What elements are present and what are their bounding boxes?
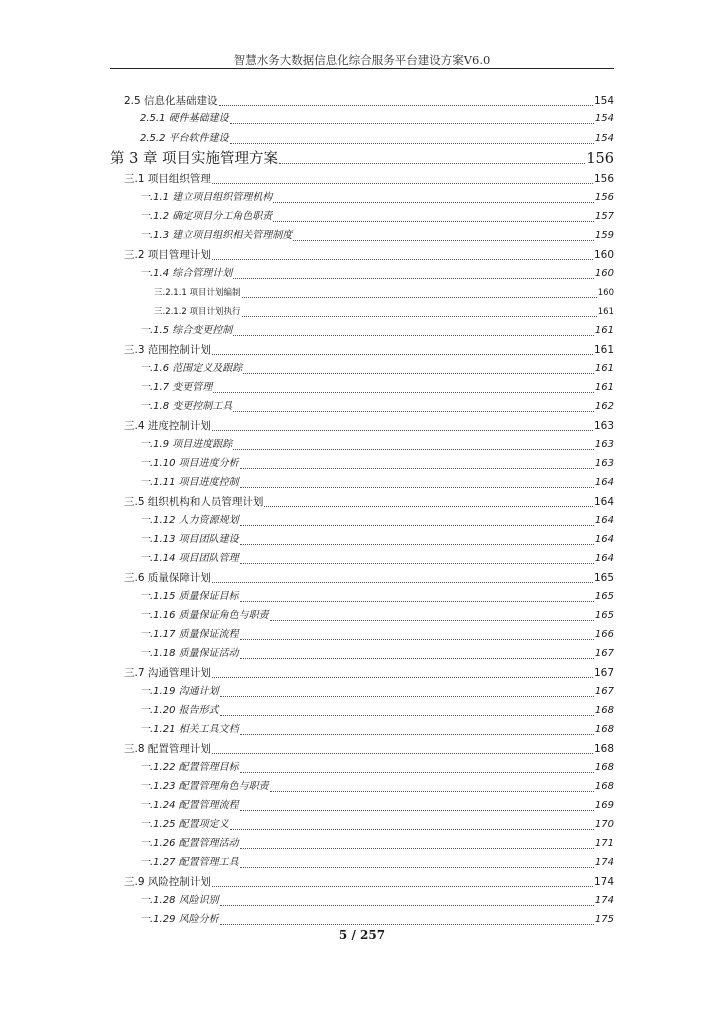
toc-entry-title: 一.1.18 质量保证活动 <box>140 648 239 659</box>
toc-entry[interactable] <box>140 607 614 625</box>
toc-entry-page: 175 <box>594 914 614 925</box>
toc-entry-title: 一.1.16 质量保证角色与职责 <box>140 610 269 621</box>
toc-entry-page: 161 <box>594 325 614 336</box>
toc-entry[interactable] <box>124 417 614 435</box>
toc-entry[interactable] <box>140 379 614 397</box>
toc-entry-title: 一.1.2 确定项目分工角色职责 <box>140 211 273 222</box>
toc-entry-page: 161 <box>594 382 614 393</box>
toc-entry-page: 160 <box>597 288 614 298</box>
toc-entry-title: 一.1.19 沟通计划 <box>140 686 219 697</box>
toc-entry-title: 三.2.1.2 项目计划执行 <box>154 307 241 317</box>
toc-entry[interactable] <box>140 778 614 796</box>
toc-entry-title: 一.1.23 配置管理角色与职责 <box>140 781 269 792</box>
toc-entry[interactable] <box>140 227 614 245</box>
toc-leader-dots <box>240 810 594 811</box>
toc-entry[interactable] <box>124 664 614 682</box>
toc-entry-page: 156 <box>593 173 614 185</box>
toc-entry-page: 161 <box>597 307 614 317</box>
toc-leader-dots <box>240 525 594 526</box>
toc-entry-title: 一.1.11 项目进度控制 <box>140 477 239 488</box>
toc-leader-dots <box>233 278 594 279</box>
toc-entry-page: 169 <box>594 800 614 811</box>
toc-entry-page: 174 <box>594 895 614 906</box>
toc-entry-page: 168 <box>594 762 614 773</box>
toc-entry-page: 168 <box>594 705 614 716</box>
toc-entry-page: 164 <box>594 534 614 545</box>
toc-leader-dots <box>264 506 593 507</box>
toc-entry[interactable] <box>140 531 614 549</box>
toc-entry-title: 三.3 范围控制计划 <box>124 344 211 356</box>
toc-entry-page: 174 <box>594 857 614 868</box>
toc-leader-dots <box>233 411 594 412</box>
toc-entry[interactable] <box>140 854 614 872</box>
toc-entry-title: 第 3 章 项目实施管理方案 <box>110 151 279 167</box>
toc-leader-dots <box>212 753 593 754</box>
toc-leader-dots <box>293 240 594 241</box>
toc-entry[interactable] <box>110 148 614 170</box>
toc-entry[interactable] <box>124 569 614 587</box>
toc-entry[interactable] <box>140 455 614 473</box>
toc-entry[interactable] <box>124 92 614 110</box>
toc-entry[interactable] <box>140 110 614 128</box>
toc-leader-dots <box>212 677 593 678</box>
toc-leader-dots <box>240 867 594 868</box>
toc-entry-page: 164 <box>593 496 614 508</box>
toc-leader-dots <box>220 696 594 697</box>
toc-entry[interactable] <box>140 626 614 644</box>
toc-leader-dots <box>230 123 594 124</box>
toc-leader-dots <box>212 886 593 887</box>
toc-entry[interactable] <box>140 911 614 929</box>
toc-entry-page: 163 <box>594 439 614 450</box>
toc-entry-page: 167 <box>593 667 614 679</box>
toc-leader-dots <box>220 924 594 925</box>
toc-leader-dots <box>242 297 597 298</box>
toc-entry[interactable] <box>140 189 614 207</box>
toc-leader-dots <box>240 487 594 488</box>
toc-entry[interactable] <box>140 360 614 378</box>
toc-entry-page: 165 <box>594 610 614 621</box>
toc-entry-page: 167 <box>594 686 614 697</box>
toc-entry-page: 154 <box>594 113 614 124</box>
toc-entry-title: 一.1.27 配置管理工具 <box>140 857 239 868</box>
toc-entry-title: 三.7 沟通管理计划 <box>124 667 211 679</box>
toc-leader-dots <box>240 468 594 469</box>
toc-leader-dots <box>240 772 594 773</box>
toc-leader-dots <box>220 905 594 906</box>
toc-leader-dots <box>212 183 593 184</box>
toc-entry-page: 168 <box>594 724 614 735</box>
toc-entry-page: 163 <box>593 420 614 432</box>
toc-entry[interactable] <box>140 683 614 701</box>
toc-entry-title: 一.1.29 风险分析 <box>140 914 219 925</box>
toc-leader-dots <box>270 791 594 792</box>
toc-leader-dots <box>240 563 594 564</box>
toc-leader-dots <box>233 449 594 450</box>
toc-entry-page: 165 <box>594 591 614 602</box>
toc-entry[interactable] <box>140 721 614 739</box>
toc-leader-dots <box>279 163 585 164</box>
toc-entry-title: 一.1.17 质量保证流程 <box>140 629 239 640</box>
toc-entry-title: 一.1.25 配置项定义 <box>140 819 229 830</box>
toc-entry-page: 166 <box>594 629 614 640</box>
toc-leader-dots <box>240 639 594 640</box>
toc-entry-title: 三.5 组织机构和人员管理计划 <box>124 496 264 508</box>
toc-entry-title: 一.1.5 综合变更控制 <box>140 325 233 336</box>
page-header-title: 智慧水务大数据信息化综合服务平台建设方案V6.0 <box>233 53 491 67</box>
toc-entry-page: 154 <box>594 133 614 144</box>
toc-entry[interactable] <box>124 341 614 359</box>
toc-leader-dots <box>230 143 594 144</box>
toc-entry-page: 157 <box>594 211 614 222</box>
toc-entry[interactable] <box>140 436 614 454</box>
toc-leader-dots <box>270 620 594 621</box>
toc-entry[interactable] <box>140 645 614 663</box>
toc-entry-title: 一.1.12 人力资源规划 <box>140 515 239 526</box>
toc-entry-title: 一.1.10 项目进度分析 <box>140 458 239 469</box>
toc-entry-page: 163 <box>594 458 614 469</box>
toc-entry-page: 160 <box>593 249 614 261</box>
toc-entry-title: 三.6 质量保障计划 <box>124 572 211 584</box>
toc-entry-page: 156 <box>586 151 614 167</box>
toc-entry-page: 168 <box>594 781 614 792</box>
toc-entry-title: 一.1.15 质量保证目标 <box>140 591 239 602</box>
toc-entry-page: 161 <box>593 344 614 356</box>
toc-leader-dots <box>212 430 593 431</box>
toc-entry-page: 161 <box>594 363 614 374</box>
toc-entry-title: 一.1.9 项目进度跟踪 <box>140 439 233 450</box>
toc-leader-dots <box>240 734 594 735</box>
toc-entry-title: 一.1.8 变更控制工具 <box>140 401 233 412</box>
toc-entry[interactable] <box>140 759 614 777</box>
toc-entry-title: 三.2 项目管理计划 <box>124 249 211 261</box>
toc-entry[interactable] <box>124 246 614 264</box>
toc-entry-page: 165 <box>593 572 614 584</box>
header-rule <box>110 68 614 69</box>
toc-leader-dots <box>212 354 593 355</box>
toc-leader-dots <box>240 544 594 545</box>
toc-entry-page: 154 <box>593 95 614 107</box>
toc-leader-dots <box>212 259 593 260</box>
toc-leader-dots <box>233 335 594 336</box>
toc-entry-title: 一.1.3 建立项目组织相关管理制度 <box>140 230 293 241</box>
toc-entry-page: 162 <box>594 401 614 412</box>
toc-entry-title: 三.2.1.1 项目计划编制 <box>154 288 241 298</box>
toc-leader-dots <box>273 202 594 203</box>
toc-leader-dots <box>220 715 594 716</box>
toc-entry-title: 一.1.7 变更管理 <box>140 382 213 393</box>
toc-entry[interactable] <box>124 873 614 891</box>
toc-leader-dots <box>242 316 597 317</box>
toc-entry[interactable] <box>124 170 614 188</box>
toc-entry[interactable] <box>140 550 614 568</box>
toc-entry-page: 159 <box>594 230 614 241</box>
toc-entry[interactable] <box>140 797 614 815</box>
toc-leader-dots <box>219 105 593 106</box>
page-number: 5 / 257 <box>338 928 386 942</box>
toc-leader-dots <box>240 658 594 659</box>
toc-entry-page: 171 <box>594 838 614 849</box>
toc-entry-title: 一.1.20 报告形式 <box>140 705 219 716</box>
toc-entry[interactable] <box>140 816 614 834</box>
toc-entry[interactable] <box>140 892 614 910</box>
toc-entry-title: 一.1.24 配置管理流程 <box>140 800 239 811</box>
toc-entry-title: 2.5.1 硬件基础建设 <box>140 113 229 124</box>
toc-entry-page: 174 <box>593 876 614 888</box>
toc-entry-title: 一.1.21 相关工具文档 <box>140 724 239 735</box>
toc-entry-title: 一.1.26 配置管理活动 <box>140 838 239 849</box>
toc-entry-title: 三.1 项目组织管理 <box>124 173 211 185</box>
toc-entry-page: 168 <box>593 743 614 755</box>
toc-entry-title: 一.1.28 风险识别 <box>140 895 219 906</box>
toc-entry[interactable] <box>154 284 614 302</box>
toc-entry[interactable] <box>140 512 614 530</box>
toc-leader-dots <box>273 221 594 222</box>
toc-entry-page: 164 <box>594 515 614 526</box>
toc-entry[interactable] <box>140 474 614 492</box>
toc-entry[interactable] <box>140 322 614 340</box>
toc-leader-dots <box>243 373 594 374</box>
toc-entry-title: 2.5.2 平台软件建设 <box>140 133 229 144</box>
toc-leader-dots <box>230 829 594 830</box>
toc-entry[interactable] <box>140 130 614 148</box>
toc-entry-title: 一.1.13 项目团队建设 <box>140 534 239 545</box>
toc-entry-title: 三.4 进度控制计划 <box>124 420 211 432</box>
toc-entry[interactable] <box>124 740 614 758</box>
toc-entry-page: 167 <box>594 648 614 659</box>
toc-entry[interactable] <box>140 588 614 606</box>
toc-entry[interactable] <box>140 398 614 416</box>
toc-entry[interactable] <box>140 265 614 283</box>
toc-entry-page: 160 <box>594 268 614 279</box>
toc-entry-title: 一.1.1 建立项目组织管理机构 <box>140 192 273 203</box>
toc-entry-title: 一.1.14 项目团队管理 <box>140 553 239 564</box>
toc-entry-title: 2.5 信息化基础建设 <box>124 95 218 107</box>
toc-entry-page: 164 <box>594 477 614 488</box>
toc-leader-dots <box>212 582 593 583</box>
toc-leader-dots <box>240 601 594 602</box>
toc-entry-title: 三.9 风险控制计划 <box>124 876 211 888</box>
toc-entry-title: 一.1.6 范围定义及跟踪 <box>140 363 243 374</box>
toc-entry-page: 170 <box>594 819 614 830</box>
toc-entry-title: 一.1.22 配置管理目标 <box>140 762 239 773</box>
toc-entry-title: 一.1.4 综合管理计划 <box>140 268 233 279</box>
toc-entry[interactable] <box>124 493 614 511</box>
toc-entry[interactable] <box>140 835 614 853</box>
toc-leader-dots <box>213 392 594 393</box>
toc-leader-dots <box>240 848 594 849</box>
toc-entry[interactable] <box>140 208 614 226</box>
toc-entry[interactable] <box>140 702 614 720</box>
toc-entry-title: 三.8 配置管理计划 <box>124 743 211 755</box>
toc-entry-page: 164 <box>594 553 614 564</box>
toc-entry-page: 156 <box>594 192 614 203</box>
toc-entry[interactable] <box>154 303 614 321</box>
